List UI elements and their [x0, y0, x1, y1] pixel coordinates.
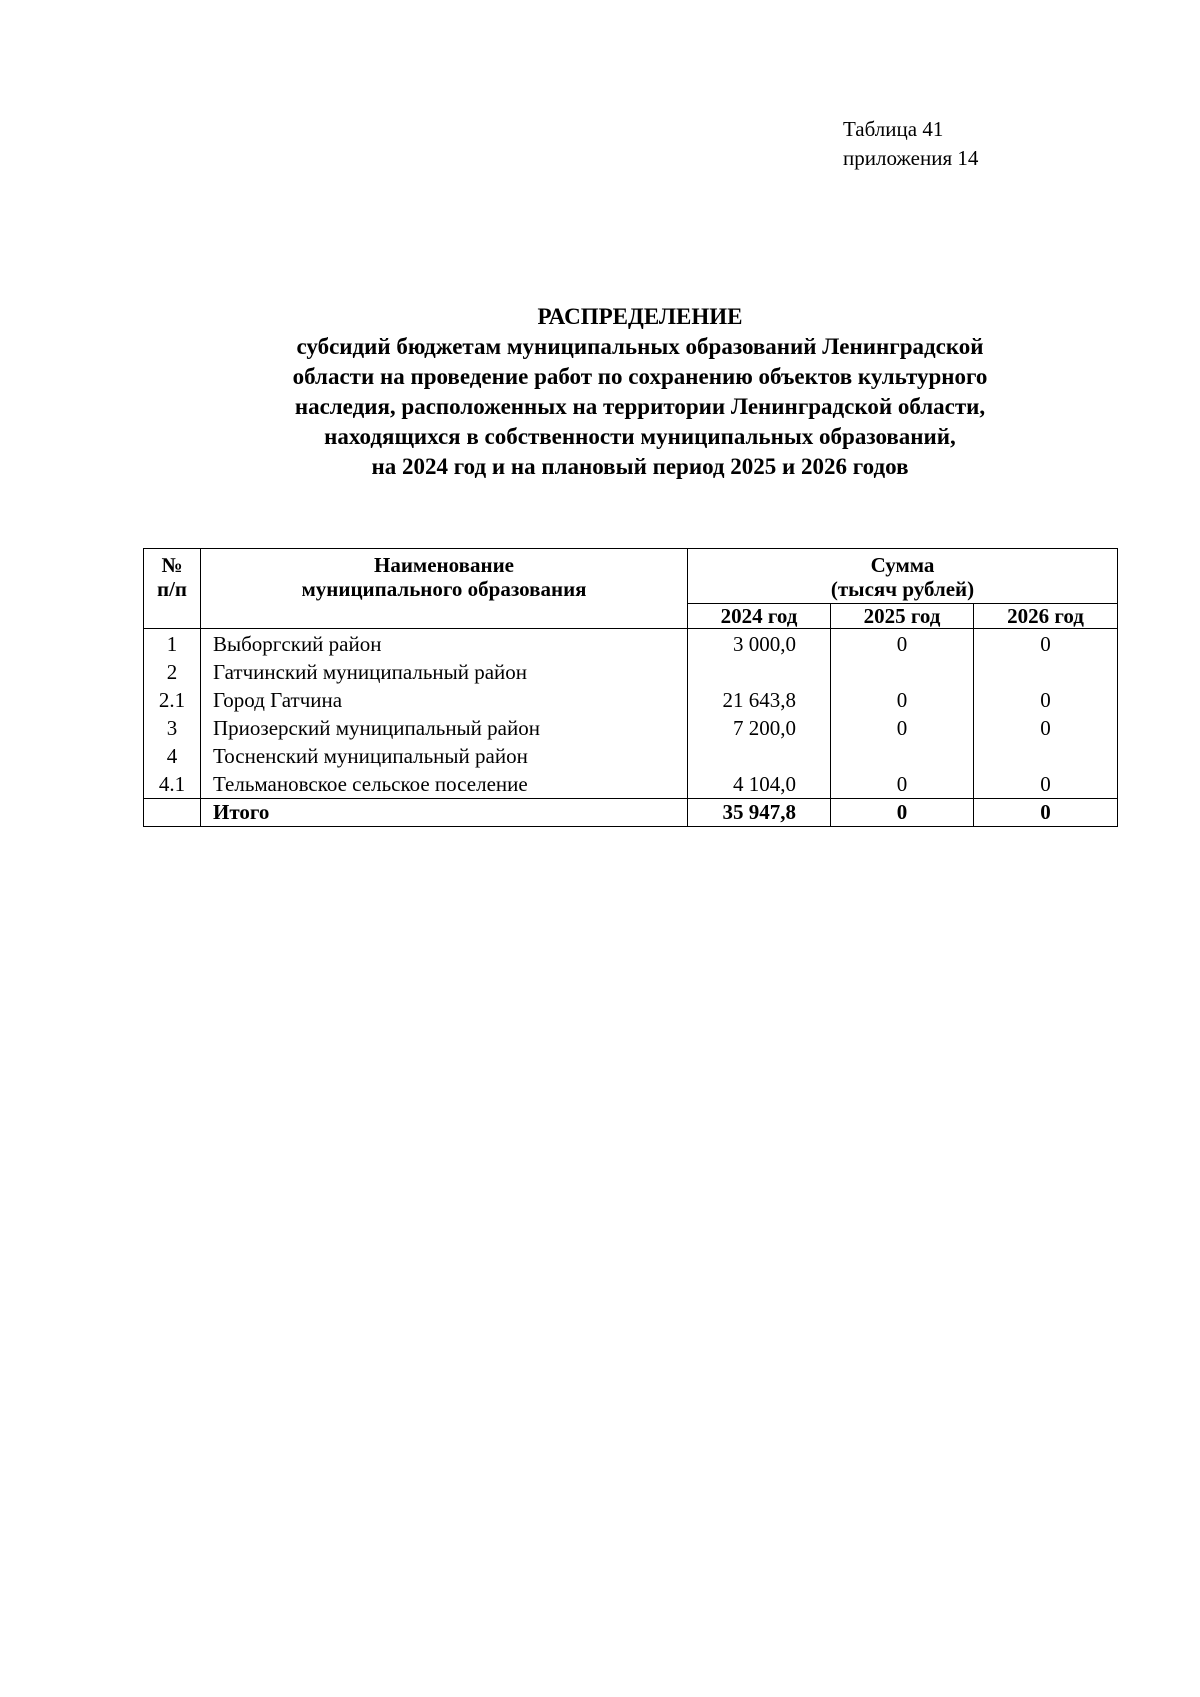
total-row: [144, 799, 1118, 827]
row-value-2024: 3 000,0: [688, 629, 831, 659]
appendix-number: приложения 14: [843, 146, 979, 170]
row-value-2025: [831, 742, 974, 770]
table-number: Таблица 41: [843, 117, 944, 141]
document-heading: [140, 302, 1140, 482]
row-number: 2.1: [144, 686, 201, 714]
header-name-line1: Наименование: [374, 553, 514, 577]
header-name-line2: муниципального образования: [301, 577, 587, 601]
row-value-2024: 21 643,8: [688, 686, 831, 714]
row-value-2026: 0: [974, 686, 1118, 714]
row-value-2026: 0: [974, 714, 1118, 742]
row-value-2026: [974, 658, 1118, 686]
row-name: Приозерский муниципальный район: [201, 714, 688, 742]
header-sum-line1: Сумма: [870, 553, 935, 577]
row-value-2025: 0: [831, 629, 974, 659]
table-row: [144, 770, 1118, 799]
total-label: Итого: [201, 799, 688, 827]
attachment-reference: [843, 115, 978, 173]
row-value-2025: 0: [831, 714, 974, 742]
row-number: 2: [144, 658, 201, 686]
row-number: 1: [144, 629, 201, 659]
header-year-2025: 2025 год: [831, 604, 974, 629]
row-value-2024: 7 200,0: [688, 714, 831, 742]
table-row: [144, 658, 1118, 686]
row-name: Тельмановское сельское поселение: [201, 770, 688, 799]
row-value-2024: 4 104,0: [688, 770, 831, 799]
row-value-2025: [831, 658, 974, 686]
header-year-2026: 2026 год: [974, 604, 1118, 629]
total-value-2025: 0: [831, 799, 974, 827]
row-value-2025: 0: [831, 770, 974, 799]
row-number: 4: [144, 742, 201, 770]
header-number-symbol: №: [161, 553, 183, 577]
row-name: Гатчинский муниципальный район: [201, 658, 688, 686]
header-year-2024: 2024 год: [688, 604, 831, 629]
total-number-cell: [144, 799, 201, 827]
table-row: [144, 742, 1118, 770]
heading-line: области на проведение работ по сохранению объектов культурного: [292, 364, 988, 389]
row-name: Выборгский район: [201, 629, 688, 659]
header-number-abbr: п/п: [156, 577, 188, 601]
heading-line: субсидий бюджетам муниципальных образований Ленинградской: [296, 334, 984, 359]
row-name: Город Гатчина: [201, 686, 688, 714]
subsidy-table: [143, 548, 1118, 827]
row-value-2024: [688, 742, 831, 770]
row-number: 3: [144, 714, 201, 742]
heading-title: РАСПРЕДЕЛЕНИЕ: [537, 304, 743, 329]
row-value-2026: [974, 742, 1118, 770]
header-number: [144, 549, 201, 629]
heading-line: наследия, расположенных на территории Ленинградской области,: [294, 394, 986, 419]
header-sum-line2: (тысяч рублей): [830, 577, 975, 601]
table-row: [144, 714, 1118, 742]
table-row: [144, 686, 1118, 714]
heading-line: находящихся в собственности муниципальных образований,: [324, 424, 956, 449]
row-value-2026: 0: [974, 770, 1118, 799]
row-number: 4.1: [144, 770, 201, 799]
header-sum: [688, 549, 1118, 604]
row-value-2025: 0: [831, 686, 974, 714]
row-value-2024: [688, 658, 831, 686]
row-value-2026: 0: [974, 629, 1118, 659]
header-name: [201, 549, 688, 629]
table-row: [144, 629, 1118, 659]
total-value-2026: 0: [974, 799, 1118, 827]
heading-line: на 2024 год и на плановый период 2025 и 2026 годов: [371, 454, 909, 479]
total-value-2024: 35 947,8: [688, 799, 831, 827]
row-name: Тосненский муниципальный район: [201, 742, 688, 770]
